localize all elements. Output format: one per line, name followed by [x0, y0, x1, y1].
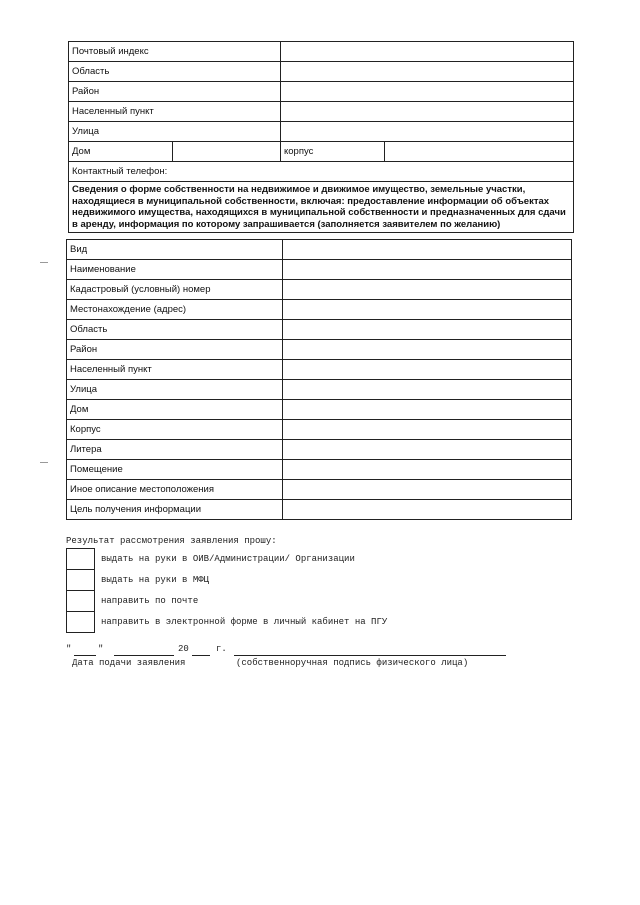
- year-field[interactable]: [192, 655, 210, 656]
- table-row: [67, 460, 572, 480]
- property-row-label: Иное описание местоположения: [67, 480, 283, 500]
- option-checkbox-pgu[interactable]: [67, 612, 95, 633]
- table-row: [67, 260, 572, 280]
- street-label: Улица: [69, 122, 281, 142]
- region-label: Область: [69, 62, 281, 82]
- result-title: Результат рассмотрения заявления прошу:: [66, 536, 277, 546]
- table-row: [69, 82, 574, 102]
- property-table: [66, 239, 572, 520]
- option-row: [67, 612, 388, 633]
- signature-label: (собственноручная подпись физического лица): [236, 658, 469, 668]
- signature-field[interactable]: [234, 655, 506, 656]
- day-field[interactable]: [74, 655, 96, 656]
- table-row: [69, 162, 574, 182]
- property-row-field[interactable]: [283, 340, 572, 360]
- table-row: [67, 340, 572, 360]
- property-row-label: Корпус: [67, 420, 283, 440]
- house-label: Дом: [69, 142, 173, 162]
- table-row: [67, 380, 572, 400]
- option-checkbox-post[interactable]: [67, 591, 95, 612]
- locality-label: Населенный пункт: [69, 102, 281, 122]
- table-row: [67, 420, 572, 440]
- property-row-label: Наименование: [67, 260, 283, 280]
- table-row: [69, 62, 574, 82]
- property-row-label: Местонахождение (адрес): [67, 300, 283, 320]
- table-row: [69, 102, 574, 122]
- property-row-field[interactable]: [283, 260, 572, 280]
- year-prefix: 20: [178, 644, 189, 654]
- option-label-oiv: выдать на руки в ОИВ/Администрации/ Организации: [101, 554, 355, 564]
- table-row: [67, 300, 572, 320]
- street-field[interactable]: [281, 122, 574, 142]
- property-row-label: Литера: [67, 440, 283, 460]
- option-label-mfc: выдать на руки в МФЦ: [101, 575, 210, 585]
- table-row: [67, 400, 572, 420]
- signature-block: [66, 644, 526, 674]
- option-row: [67, 591, 388, 612]
- date-label: Дата подачи заявления: [72, 658, 186, 668]
- property-row-field[interactable]: [283, 420, 572, 440]
- property-row-field[interactable]: [283, 440, 572, 460]
- table-row: [67, 280, 572, 300]
- property-row-label: Вид: [67, 240, 283, 260]
- table-row: [67, 480, 572, 500]
- property-row-label: Улица: [67, 380, 283, 400]
- property-row-field[interactable]: [283, 480, 572, 500]
- contact-phone-field[interactable]: Контактный телефон:: [69, 162, 574, 182]
- table-row: [69, 122, 574, 142]
- property-row-label: Помещение: [67, 460, 283, 480]
- address-table: [68, 41, 574, 233]
- quote-close: ": [98, 644, 104, 654]
- property-description: Сведения о форме собственности на недвижимое и движимое имущество, земельные участки, находящиеся в муниципальной собственности, включая: предоставление информации об объектах недвижимого имущества, находящихся в муниципальной собственности и предназначенных для сдачи в аренду, информация по которому запрашивается (заполняется заявителем по желанию): [69, 182, 574, 233]
- property-row-label: Район: [67, 340, 283, 360]
- table-row: [69, 42, 574, 62]
- property-row-label: Населенный пункт: [67, 360, 283, 380]
- house-field[interactable]: [173, 142, 281, 162]
- property-row-field[interactable]: [283, 240, 572, 260]
- property-row-field[interactable]: [283, 500, 572, 520]
- locality-field[interactable]: [281, 102, 574, 122]
- margin-tick: [40, 262, 48, 263]
- table-row: [67, 500, 572, 520]
- option-row: [67, 549, 388, 570]
- month-field[interactable]: [114, 655, 174, 656]
- property-row-label: Кадастровый (условный) номер: [67, 280, 283, 300]
- year-suffix: г.: [216, 644, 227, 654]
- property-row-field[interactable]: [283, 320, 572, 340]
- property-row-field[interactable]: [283, 300, 572, 320]
- property-row-label: Дом: [67, 400, 283, 420]
- property-row-field[interactable]: [283, 360, 572, 380]
- table-row: [67, 360, 572, 380]
- table-row: [67, 240, 572, 260]
- option-label-post: направить по почте: [101, 596, 199, 606]
- option-checkbox-mfc[interactable]: [67, 570, 95, 591]
- table-row: [67, 440, 572, 460]
- table-row: [69, 142, 574, 162]
- property-row-field[interactable]: [283, 460, 572, 480]
- postal-code-label: Почтовый индекс: [69, 42, 281, 62]
- option-row: [67, 570, 388, 591]
- table-row: [67, 320, 572, 340]
- option-label-pgu: направить в электронной форме в личный кабинет на ПГУ: [101, 617, 388, 627]
- region-field[interactable]: [281, 62, 574, 82]
- quote-open: ": [66, 644, 72, 654]
- property-row-field[interactable]: [283, 280, 572, 300]
- property-row-label: Цель получения информации: [67, 500, 283, 520]
- property-row-label: Область: [67, 320, 283, 340]
- margin-tick: [40, 462, 48, 463]
- option-checkbox-oiv[interactable]: [67, 549, 95, 570]
- table-row: [69, 182, 574, 233]
- postal-code-field[interactable]: [281, 42, 574, 62]
- property-row-field[interactable]: [283, 380, 572, 400]
- district-label: Район: [69, 82, 281, 102]
- building-label: корпус: [281, 142, 385, 162]
- building-field[interactable]: [385, 142, 574, 162]
- district-field[interactable]: [281, 82, 574, 102]
- result-options: [66, 548, 388, 633]
- property-row-field[interactable]: [283, 400, 572, 420]
